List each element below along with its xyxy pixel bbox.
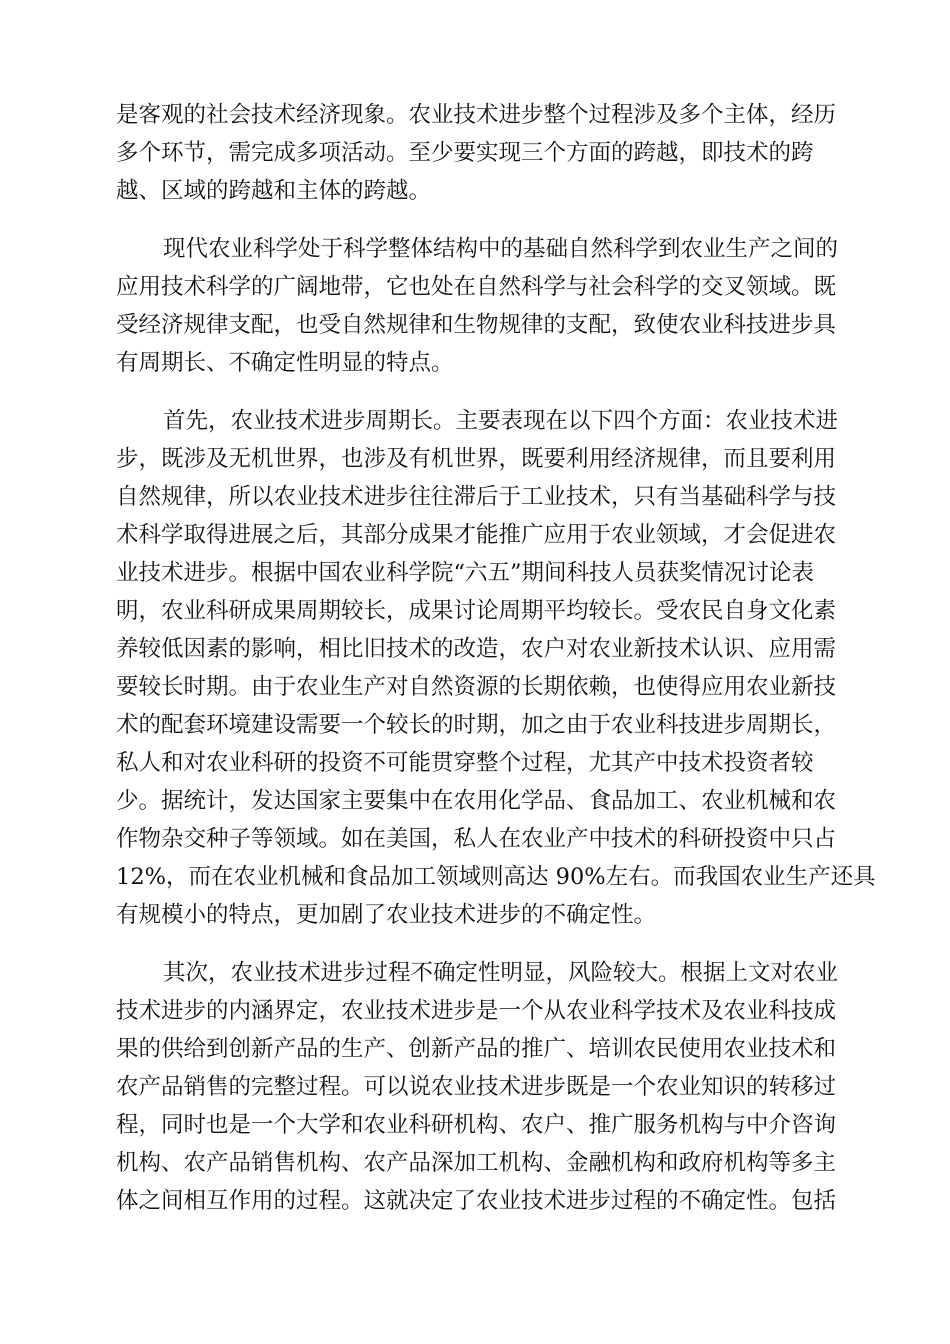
text-line: 有周期长、不确定性明显的特点。: [116, 350, 454, 376]
text-line: 技术进步的内涵界定，农业技术进步是一个从农业科学技术及农业科技成: [116, 998, 837, 1024]
text-line: 是客观的社会技术经济现象。农业技术进步整个过程涉及多个主体，经历: [116, 102, 837, 128]
text-line: 私人和对农业科研的投资不可能贯穿整个过程，尤其产中技术投资者较: [116, 750, 814, 776]
paragraph-1: [116, 96, 840, 210]
text-line: 受经济规律支配，也受自然规律和生物规律的支配，致使农业科技进步具: [116, 312, 837, 338]
text-line: 步，既涉及无机世界，也涉及有机世界，既要利用经济规律，而且要利用: [116, 446, 837, 472]
text-line: 12%，而在农业机械和食品加工领域则高达 90%左右。而我国农业生产还具: [116, 864, 876, 890]
text-line: 业技术进步。根据中国农业科学院“六五”期间科技人员获奖情况讨论表: [116, 560, 815, 586]
text-line: 机构、农产品销售机构、农产品深加工机构、金融机构和政府机构等多主: [116, 1150, 837, 1176]
text-line: 果的供给到创新产品的生产、创新产品的推广、培训农民使用农业技术和: [116, 1036, 837, 1062]
text-line: 应用技术科学的广阔地带，它也处在自然科学与社会科学的交叉领域。既: [116, 274, 837, 300]
text-line: 有规模小的特点，更加剧了农业技术进步的不确定性。: [116, 902, 657, 928]
text-line: 要较长时期。由于农业生产对自然资源的长期依赖，也使得应用农业新技: [116, 674, 837, 700]
document-body: [116, 96, 876, 1240]
text-line: 术的配套环境建设需要一个较长的时期，加之由于农业科技进步周期长，: [116, 712, 837, 738]
text-line: 养较低因素的影响，相比旧技术的改造，农户对农业新技术认识、应用需: [116, 636, 837, 662]
text-line: 越、区域的跨越和主体的跨越。: [116, 178, 432, 204]
text-line: 首先，农业技术进步周期长。主要表现在以下四个方面：农业技术进: [163, 408, 839, 434]
text-line: 现代农业科学处于科学整体结构中的基础自然科学到农业生产之间的: [163, 236, 839, 262]
text-line: 少。据统计，发达国家主要集中在农用化学品、食品加工、农业机械和农: [116, 788, 837, 814]
text-line: 明，农业科研成果周期较长，成果讨论周期平均较长。受农民自身文化素: [116, 598, 837, 624]
text-line: 术科学取得进展之后，其部分成果才能推广应用于农业领域，才会促进农: [116, 522, 837, 548]
paragraph-3: [116, 402, 876, 934]
paragraph-4: [116, 954, 840, 1220]
text-line: 其次，农业技术进步过程不确定性明显，风险较大。根据上文对农业: [163, 960, 839, 986]
text-line: 农产品销售的完整过程。可以说农业技术进步既是一个农业知识的转移过: [116, 1074, 837, 1100]
text-line: 程，同时也是一个大学和农业科研机构、农户、推广服务机构与中介咨询: [116, 1112, 837, 1138]
text-line: 作物杂交种子等领域。如在美国，私人在农业产中技术的科研投资中只占: [116, 826, 837, 852]
text-line: 体之间相互作用的过程。这就决定了农业技术进步过程的不确定性。包括: [116, 1188, 837, 1214]
paragraph-2: [116, 230, 840, 382]
text-line: 自然规律，所以农业技术进步往往滞后于工业技术，只有当基础科学与技: [116, 484, 837, 510]
text-line: 多个环节，需完成多项活动。至少要实现三个方面的跨越，即技术的跨: [116, 140, 814, 166]
